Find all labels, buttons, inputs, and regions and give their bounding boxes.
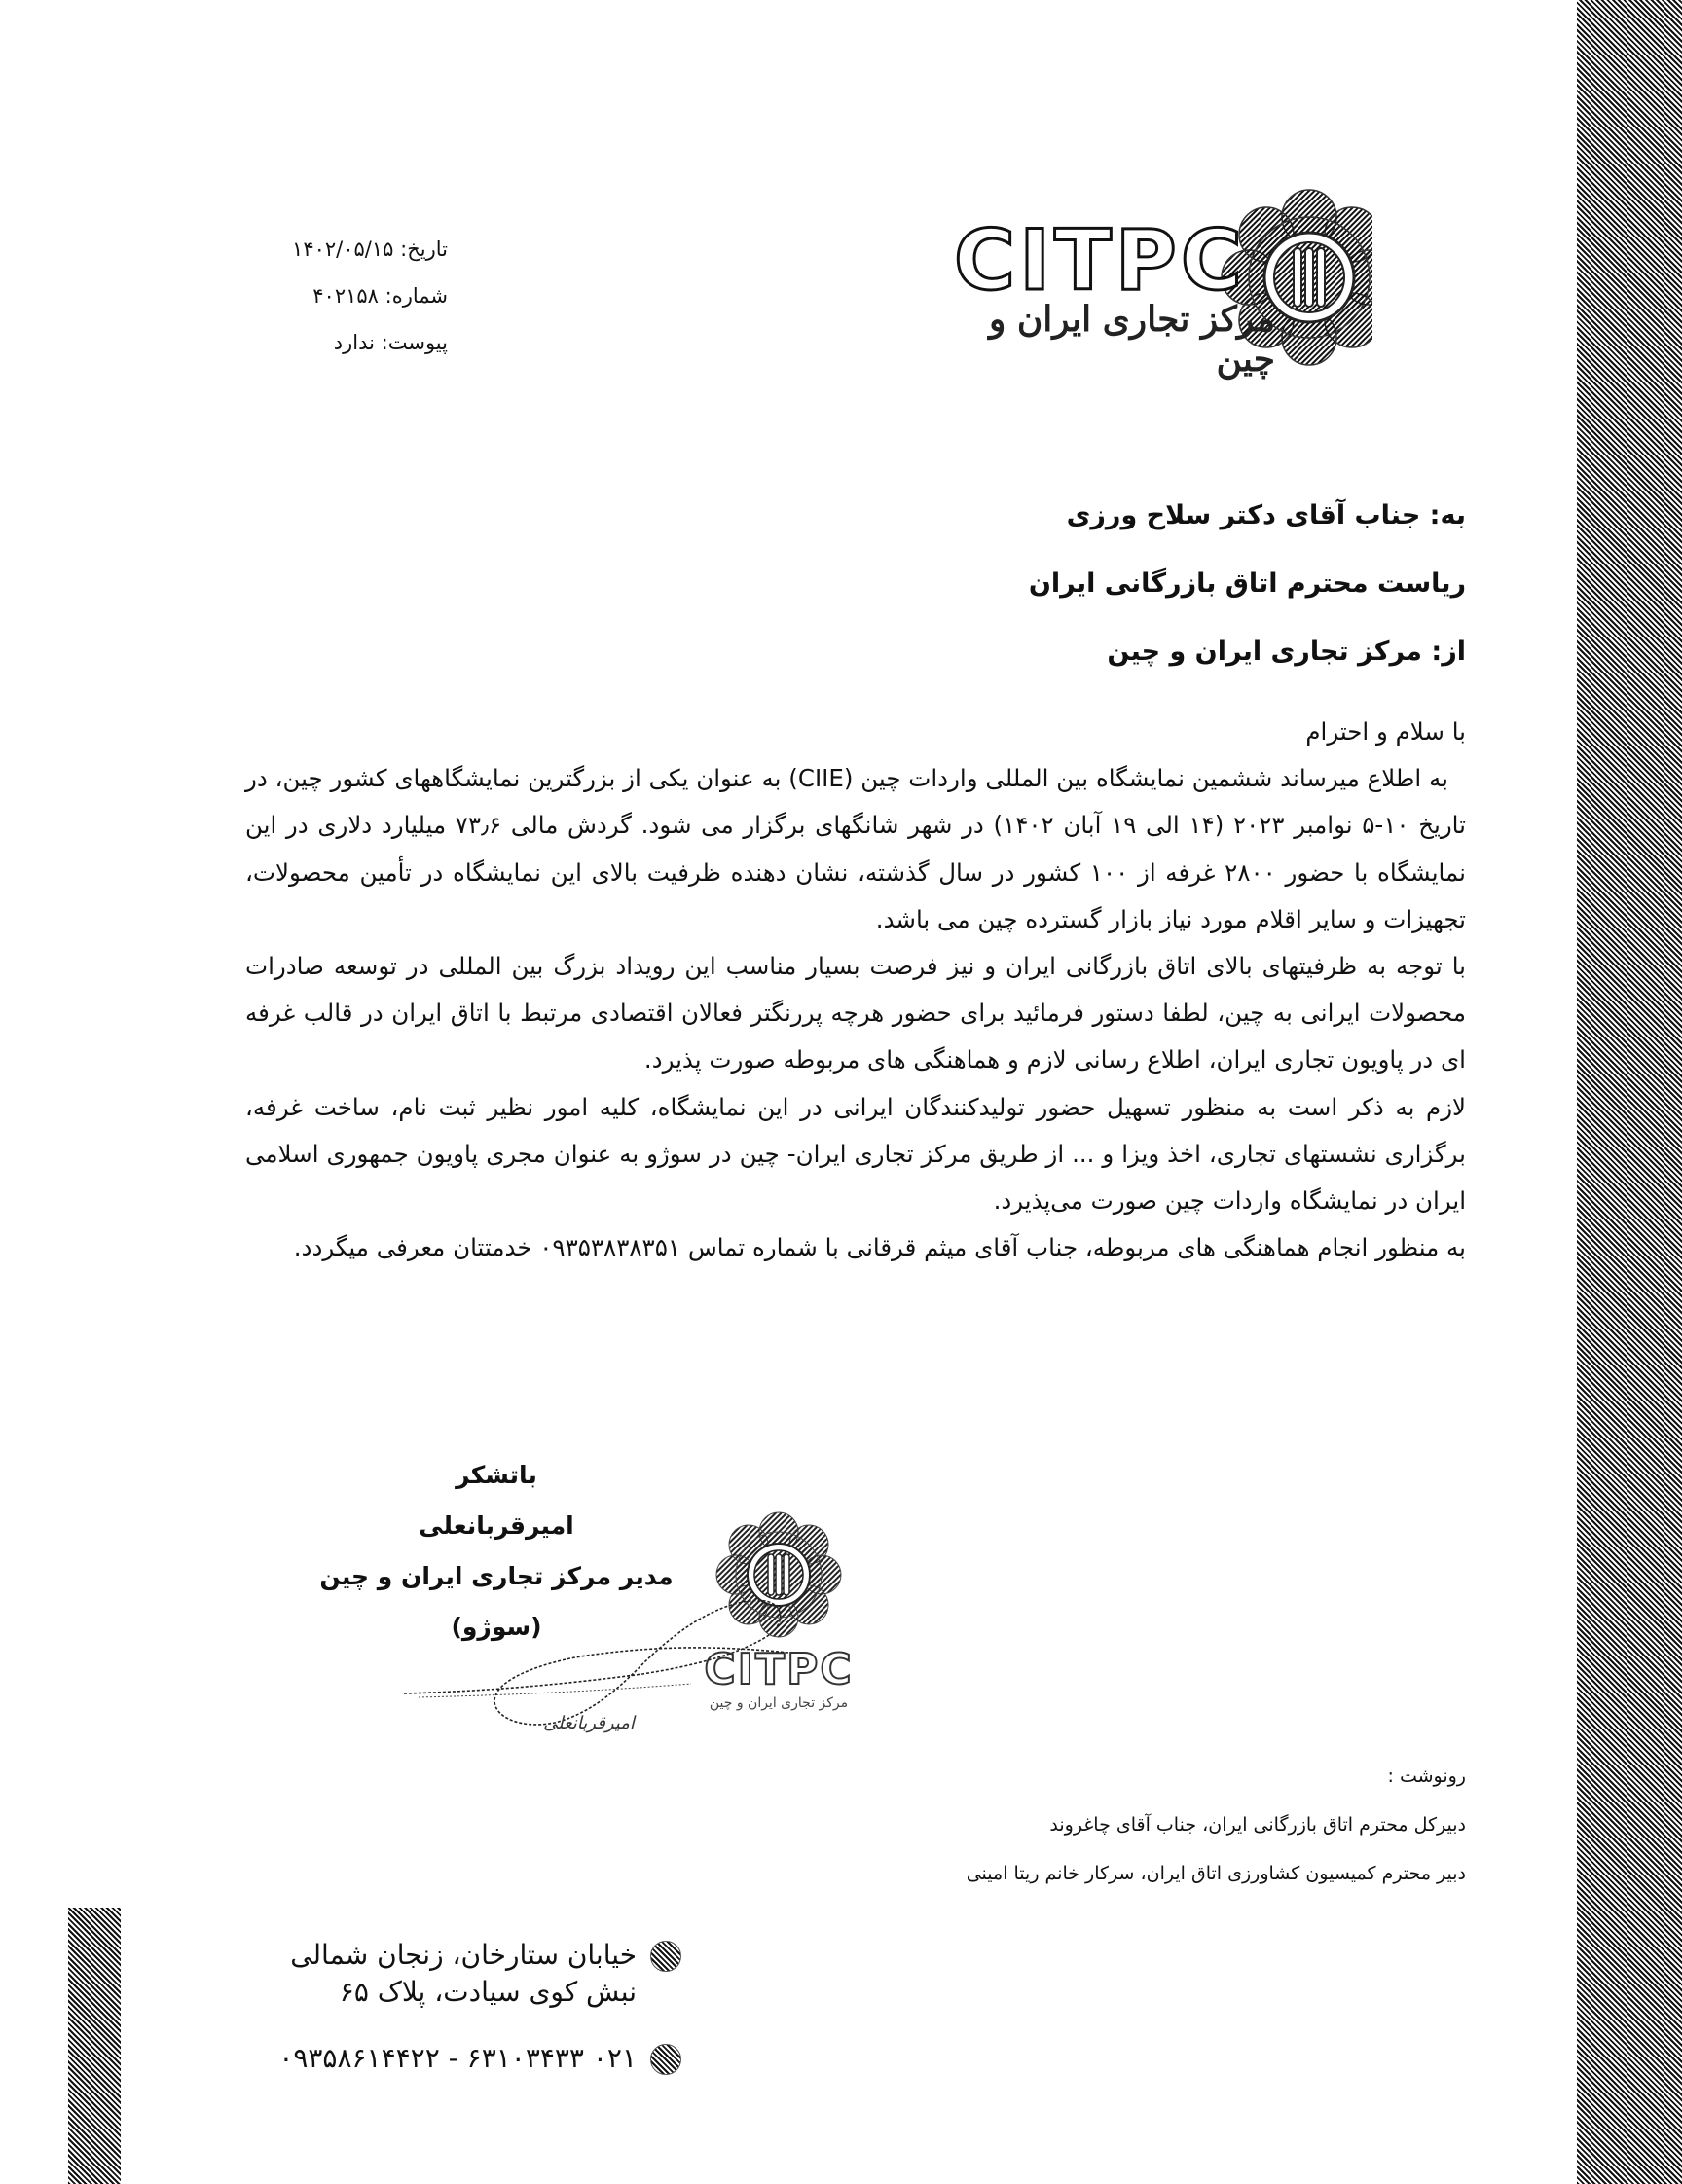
date-value: ۱۴۰۲/۰۵/۱۵ [292,237,394,261]
greeting: با سلام و احترام [1305,717,1466,746]
date-row [224,226,448,273]
paragraph-2: با توجه به ظرفیتهای بالای اتاق بازرگانی ایران و نیز فرصت بسیار مناسب این رویداد بزرگ بین المللی در توسعه صادرات محصولات ایرانی به چین، لطفا دستور فرمائید برای حضور هرچه پررنگتر فعالان اقتصادی مرتبط با اتاق ایران در قالب غرفه ای در پاویون تجاری ایران، اطلاع رسانی لازم و هماهنگی های مربوطه صورت پذیرد. [245,952,1466,1074]
cc-label: رونوشت : [1387,1765,1466,1787]
logo-wordmark: CITPC [954,212,1246,309]
attachment-row [224,319,448,366]
phone-icon [650,2044,681,2075]
number-label: شماره: [384,284,448,308]
decorative-stripe-right [1577,0,1682,2184]
decorative-stripe-left [68,1908,121,2184]
paragraph-4: به منظور انجام هماهنگی های مربوطه، جناب آقای میثم قرقانی با شماره تماس ۰۹۳۵۳۸۳۸۳۵۱ خدمتتان معرفی میگردد. [293,1233,1466,1262]
cc-line-1: دبیرکل محترم اتاق بازرگانی ایران، جناب آقای چاغروند [1049,1814,1466,1836]
paragraph-3: لازم به ذکر است به منظور تسهیل حضور تولیدکنندگان ایرانی در این نمایشگاه، کلیه امور نظیر ثبت نام، ساخت غرفه، برگزاری نشستهای تجاری، اخذ ویزا و ... از طریق مرکز تجاری ایران- چین در سوژو به عنوان مجری پاویون جمهوری اسلامی ایران در نمایشگاه واردات چین صورت می‌پذیرد. [245,1092,1466,1216]
cc-line-2: دبیر محترم کمیسیون کشاورزی اتاق ایران، سرکار خانم ریتا امینی [966,1863,1466,1884]
footer-contact [195,1937,681,2077]
attachment-value: ندارد [333,331,375,354]
number-row [224,273,448,319]
date-label: تاریخ: [400,237,448,261]
attachment-label: پیوست: [381,331,448,354]
stamp-subtitle: مرکز تجاری ایران و چین [709,1695,849,1711]
sender-from: از: مرکز تجاری ایران و چین [1107,637,1466,667]
letter-meta [224,226,448,366]
recipient-to: به: جناب آقای دکتر سلاح ورزی [1066,500,1466,530]
phone-numbers: ۰۲۱ ۶۳۱۰۳۴۳۳ - ۰۹۳۵۸۶۱۴۴۲۲ [278,2042,637,2074]
address-line-2: نبش کوی سیادت، پلاک ۶۵ [339,1976,637,2008]
logo-subtitle: مرکز تجاری ایران و چین [989,300,1275,380]
signer-name: امیرقربانعلی [419,1511,574,1540]
signer-title: مدیر مرکز تجاری ایران و چین (سوژو) [319,1562,674,1641]
recipient-title: ریاست محترم اتاق بازرگانی ایران [1028,568,1466,599]
address-row [195,1937,681,2011]
phone-row [195,2040,681,2077]
location-icon [650,1941,681,1972]
recipients-block [590,482,1466,686]
cc-block [687,1752,1466,1898]
closing: باتشکر [456,1461,537,1489]
paragraph-1: به اطلاع میرساند ششمین نمایشگاه بین المللی واردات چین (CIIE) به عنوان یکی از بزرگترین نمایشگاههای کشور چین، در تاریخ ۱۰-۵ نوامبر ۲۰۲۳ (۱۴ الی ۱۹ آبان ۱۴۰۲) در شهر شانگهای برگزار می شود. گردش مالی ۷۳٫۶ میلیارد دلاری در این نمایشگاه با حضور ۲۸۰۰ غرفه از ۱۰۰ کشور در سال گذشته، نشان دهنده ظرفیت بالای این نمایشگاه در تأمین محصولات، تجهیزات و سایر اقلام مورد نیاز بازار گسترده چین می باشد. [245,764,1466,933]
letter-body [245,709,1466,1271]
number-value: ۴۰۲۱۵۸ [312,284,379,308]
handwritten-name: امیرقربانعلی [543,1713,635,1733]
address-line-1: خیابان ستارخان، زنجان شمالی [290,1939,637,1971]
stamp-wordmark: CITPC [704,1645,854,1694]
company-logo [934,185,1372,389]
